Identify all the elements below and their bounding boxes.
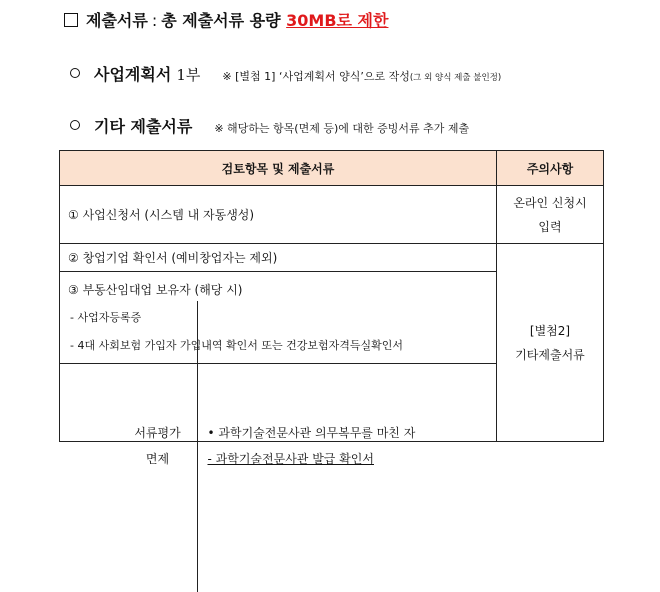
row1-note-line1: 온라인 신청시 [497, 191, 603, 215]
exemption-detail-line1: • 과학기술전문사관 의무복무를 마친 자 [208, 420, 660, 446]
table-row [60, 186, 604, 244]
merged-note-line2: 기타제출서류 [497, 343, 603, 367]
table-row [60, 364, 604, 442]
row3-sub2: - 4대 사회보험 가입자 가입내역 확인서 또는 건강보험자격득실확인서 [68, 332, 496, 360]
item-business-plan [70, 62, 501, 85]
table-header-notes: 주의사항 [497, 151, 604, 186]
exemption-label-line1: 서류평가 [119, 420, 197, 446]
exemption-detail [197, 301, 660, 592]
item-note-small: (그 외 양식 제출 불인정) [410, 73, 501, 83]
item-note: ※ 해당하는 항목(면제 등)에 대한 증빙서류 추가 제출 [214, 122, 469, 135]
size-limit: 30MB로 제한 [286, 11, 388, 30]
row2-text: ② 창업기업 확인서 (예비창업자는 제외) [60, 244, 497, 272]
item-name: 기타 제출서류 [94, 117, 192, 136]
row3-sub1: - 사업자등록증 [68, 304, 496, 332]
circle-bullet-icon [70, 68, 80, 78]
item-count: 1부 [176, 66, 200, 84]
exemption-label-line2: 면제 [119, 446, 197, 472]
merged-note-line1: [별첨2] [497, 319, 603, 343]
exemption-detail-line2: - 과학기술전문사관 발급 확인서 [208, 446, 660, 472]
row1-text: ① 사업신청서 (시스템 내 자동생성) [60, 186, 497, 244]
documents-table [59, 150, 604, 442]
checkbox-square-icon [64, 13, 78, 27]
row4-cell [60, 364, 497, 442]
row1-note-line2: 입력 [497, 215, 603, 239]
item-note [222, 70, 501, 83]
heading-title: 제출서류 [86, 11, 148, 30]
item-name: 사업계획서 [94, 65, 171, 84]
heading-colon: : [152, 11, 157, 30]
circle-bullet-icon [70, 120, 80, 130]
item-other-documents [70, 114, 469, 137]
table-header-items: 검토항목 및 제출서류 [60, 151, 497, 186]
row1-note [497, 186, 604, 244]
item-note-main: ※ [별첨 1] ‘사업계획서 양식’으로 작성 [222, 70, 409, 83]
table-row [60, 244, 604, 272]
heading-text: 총 제출서류 용량 [161, 11, 280, 30]
section-heading [64, 8, 388, 31]
row3-text: ③ 부동산임대업 보유자 (해당 시) [68, 272, 496, 304]
exemption-label [119, 301, 198, 592]
exemption-subtable [119, 301, 660, 592]
